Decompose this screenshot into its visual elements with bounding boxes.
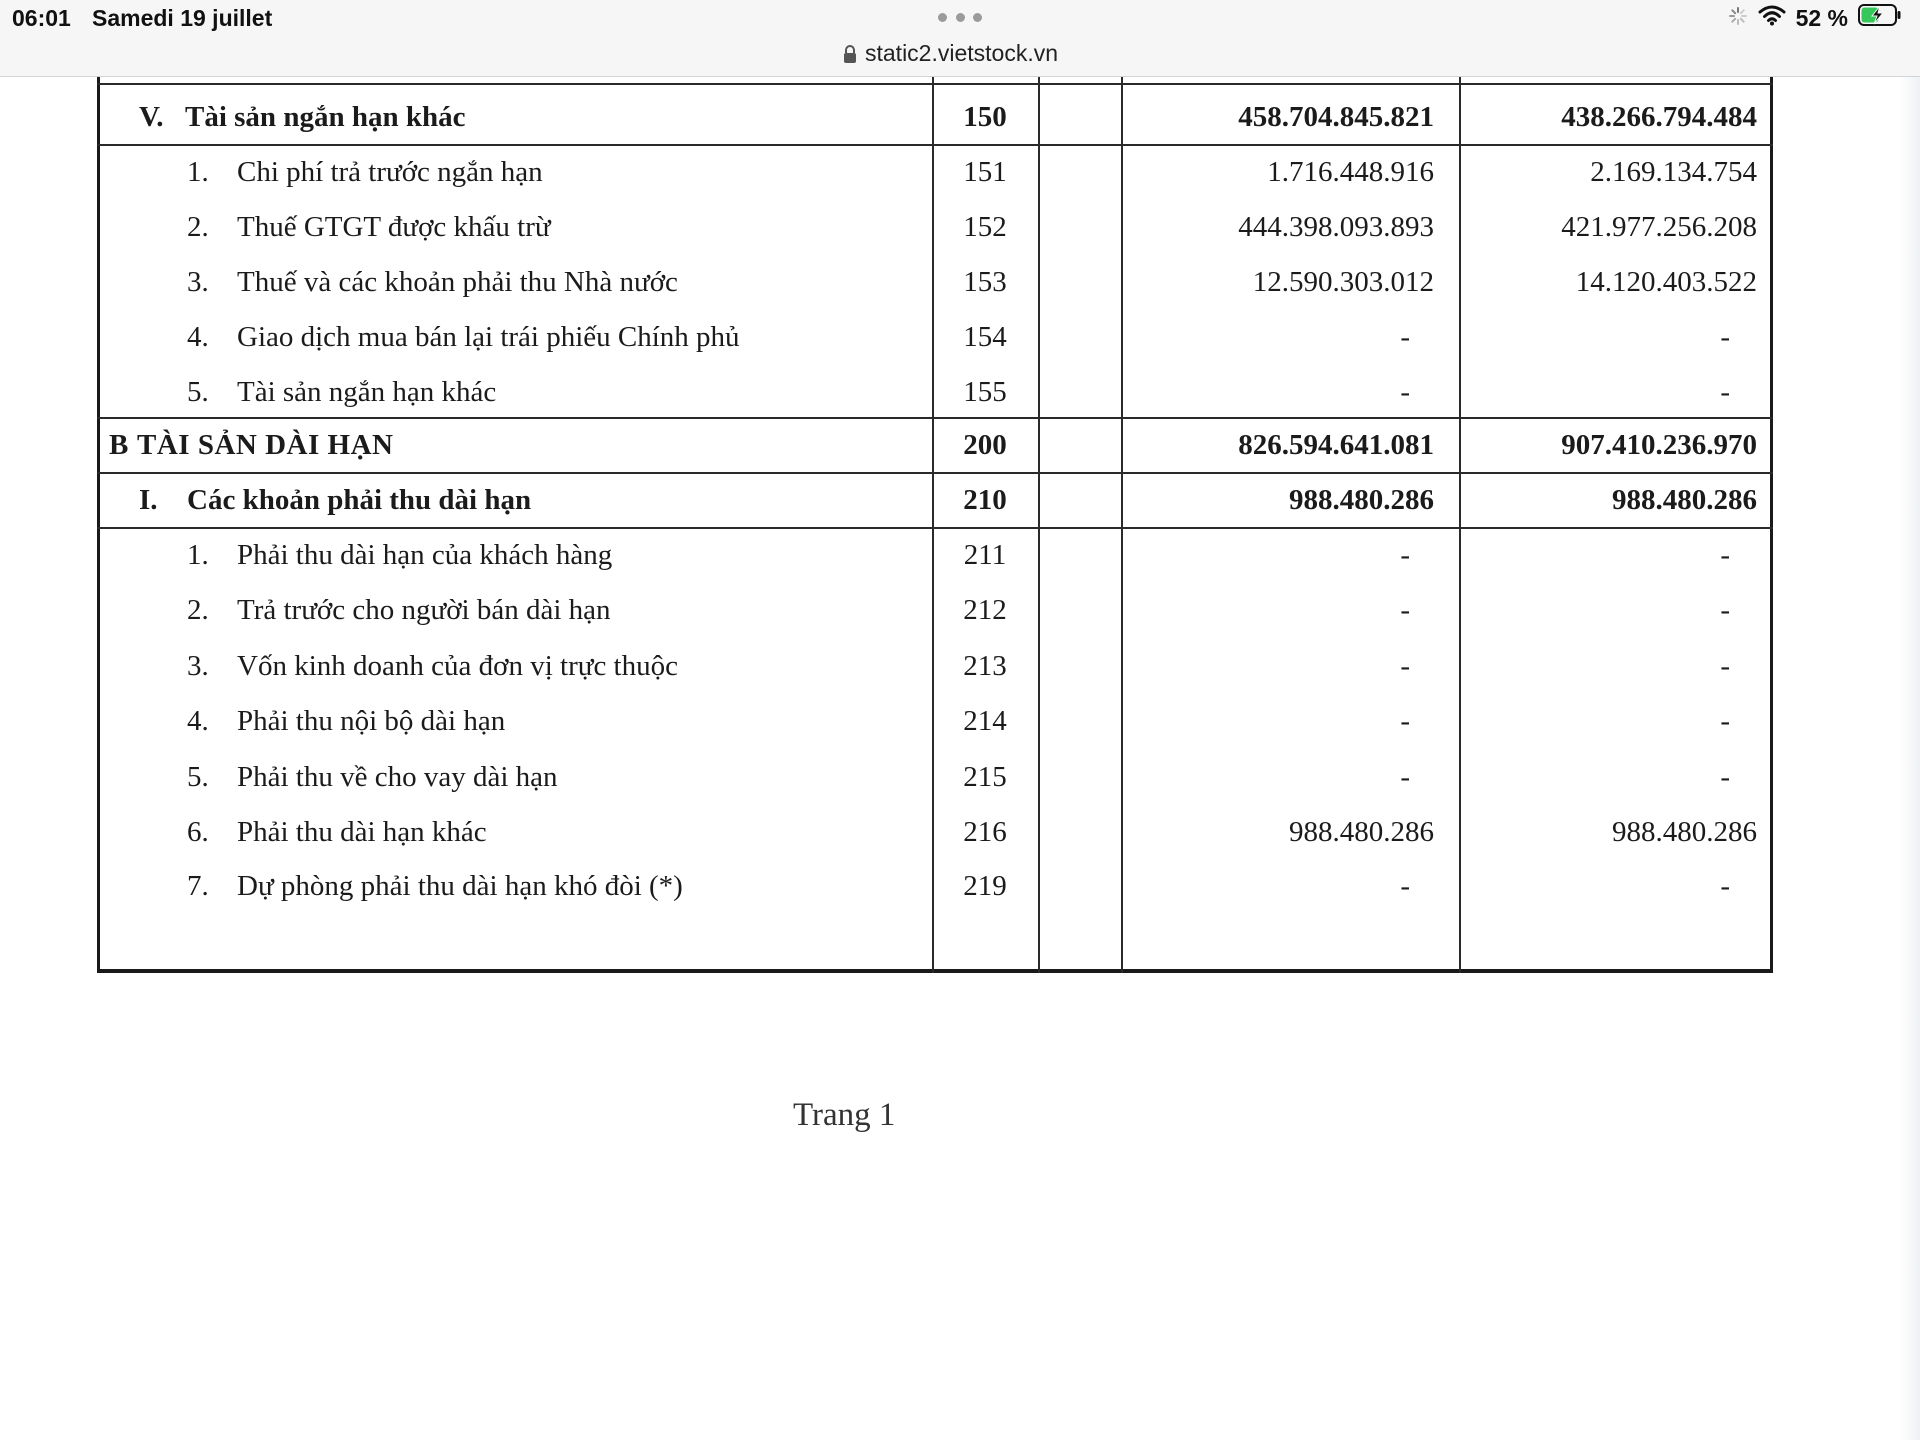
value-prior-period: 14.120.403.522	[1575, 265, 1757, 298]
browser-top-bar	[0, 0, 1920, 77]
row-index: 7.	[187, 869, 209, 902]
value-current-period: -	[1400, 760, 1410, 793]
row-divider	[97, 83, 1773, 85]
battery-charging-icon	[1858, 3, 1902, 33]
value-prior-period: 988.480.286	[1612, 483, 1757, 516]
table-row	[97, 365, 1773, 419]
row-label: Tài sản ngắn hạn khác	[185, 100, 466, 133]
value-current-period: -	[1400, 593, 1410, 626]
row-code: 151	[963, 155, 1007, 188]
row-index: 3.	[187, 649, 209, 682]
value-current-period: 12.590.303.012	[1252, 265, 1434, 298]
value-current-period: -	[1400, 320, 1410, 353]
row-index: 4.	[187, 320, 209, 353]
value-prior-period: -	[1720, 869, 1730, 902]
row-code: 215	[963, 760, 1007, 793]
table-row	[97, 473, 1773, 527]
row-code: 219	[963, 869, 1007, 902]
row-label: Giao dịch mua bán lại trái phiếu Chính phủ	[237, 320, 740, 353]
value-current-period: 458.704.845.821	[1238, 100, 1434, 133]
value-current-period: -	[1400, 704, 1410, 737]
row-index: 1.	[187, 155, 209, 188]
row-code: 155	[963, 375, 1007, 408]
value-current-period: -	[1400, 649, 1410, 682]
url-text: static2.vietstock.vn	[865, 39, 1059, 66]
value-prior-period: -	[1720, 649, 1730, 682]
table-row	[97, 255, 1773, 309]
row-code: 211	[963, 538, 1007, 571]
table-row	[97, 418, 1773, 472]
page-number: Trang 1	[793, 1097, 896, 1133]
row-code: 216	[963, 815, 1007, 848]
row-code: 150	[963, 100, 1007, 133]
value-current-period: -	[1400, 538, 1410, 571]
table-row	[97, 310, 1773, 364]
table-row	[97, 639, 1773, 693]
table-row	[97, 750, 1773, 804]
row-label: Tài sản ngắn hạn khác	[237, 375, 497, 408]
row-label: Vốn kinh doanh của đơn vị trực thuộc	[237, 649, 678, 682]
activity-spinner-icon	[1728, 5, 1748, 32]
row-label: Phải thu nội bộ dài hạn	[237, 704, 506, 737]
row-index: 5.	[187, 375, 209, 408]
table-row	[97, 805, 1773, 859]
row-code: 212	[963, 593, 1007, 626]
row-index: I.	[139, 483, 158, 516]
row-label: Phải thu về cho vay dài hạn	[237, 760, 558, 793]
status-date: Samedi 19 juillet	[92, 5, 273, 31]
row-index: 5.	[187, 760, 209, 793]
table-row	[97, 528, 1773, 582]
row-label: Phải thu dài hạn khác	[237, 815, 487, 848]
wifi-icon	[1758, 4, 1786, 32]
value-prior-period: -	[1720, 704, 1730, 737]
value-prior-period: 438.266.794.484	[1561, 100, 1757, 133]
row-index: 2.	[187, 593, 209, 626]
row-index: B	[109, 428, 129, 461]
more-dots-icon[interactable]	[938, 10, 982, 24]
battery-percent: 52 %	[1795, 4, 1848, 31]
value-prior-period: -	[1720, 538, 1730, 571]
row-code: 153	[963, 265, 1007, 298]
table-row	[97, 90, 1773, 144]
row-code: 213	[963, 649, 1007, 682]
row-label: TÀI SẢN DÀI HẠN	[137, 428, 394, 461]
value-current-period: 1.716.448.916	[1267, 155, 1434, 188]
value-current-period: 988.480.286	[1289, 483, 1434, 516]
value-prior-period: 421.977.256.208	[1561, 210, 1757, 243]
value-current-period: 826.594.641.081	[1238, 428, 1434, 461]
value-prior-period: -	[1720, 593, 1730, 626]
row-label: Thuế GTGT được khấu trừ	[237, 210, 551, 243]
page-edge-shadow	[1900, 77, 1920, 1440]
row-label: Phải thu dài hạn của khách hàng	[237, 538, 613, 571]
row-index: 1.	[187, 538, 209, 571]
value-current-period: 444.398.093.893	[1238, 210, 1434, 243]
table-row	[97, 859, 1773, 913]
row-code: 154	[963, 320, 1007, 353]
value-prior-period: -	[1720, 320, 1730, 353]
value-prior-period: -	[1720, 375, 1730, 408]
table-row	[97, 694, 1773, 748]
row-index: 6.	[187, 815, 209, 848]
value-current-period: -	[1400, 869, 1410, 902]
row-label: Chi phí trả trước ngắn hạn	[237, 155, 543, 188]
value-prior-period: 2.169.134.754	[1590, 155, 1757, 188]
value-prior-period: -	[1720, 760, 1730, 793]
row-index: V.	[139, 100, 164, 133]
status-time: 06:01	[12, 5, 71, 31]
lock-icon	[843, 43, 857, 63]
address-bar[interactable]	[843, 38, 1058, 68]
value-prior-period: 988.480.286	[1612, 815, 1757, 848]
row-code: 214	[963, 704, 1007, 737]
row-index: 4.	[187, 704, 209, 737]
value-prior-period: 907.410.236.970	[1561, 428, 1757, 461]
table-row	[97, 583, 1773, 637]
row-code: 200	[963, 428, 1007, 461]
row-index: 2.	[187, 210, 209, 243]
row-label: Trả trước cho người bán dài hạn	[237, 593, 611, 626]
row-code: 152	[963, 210, 1007, 243]
row-label: Dự phòng phải thu dài hạn khó đòi (*)	[237, 869, 683, 902]
table-row	[97, 145, 1773, 199]
table-row	[97, 200, 1773, 254]
value-current-period: -	[1400, 375, 1410, 408]
row-code: 210	[963, 483, 1007, 516]
value-current-period: 988.480.286	[1289, 815, 1434, 848]
status-right	[1728, 4, 1902, 32]
row-label: Các khoản phải thu dài hạn	[187, 483, 532, 516]
row-index: 3.	[187, 265, 209, 298]
document-page	[0, 77, 1920, 1440]
row-label: Thuế và các khoản phải thu Nhà nước	[237, 265, 678, 298]
